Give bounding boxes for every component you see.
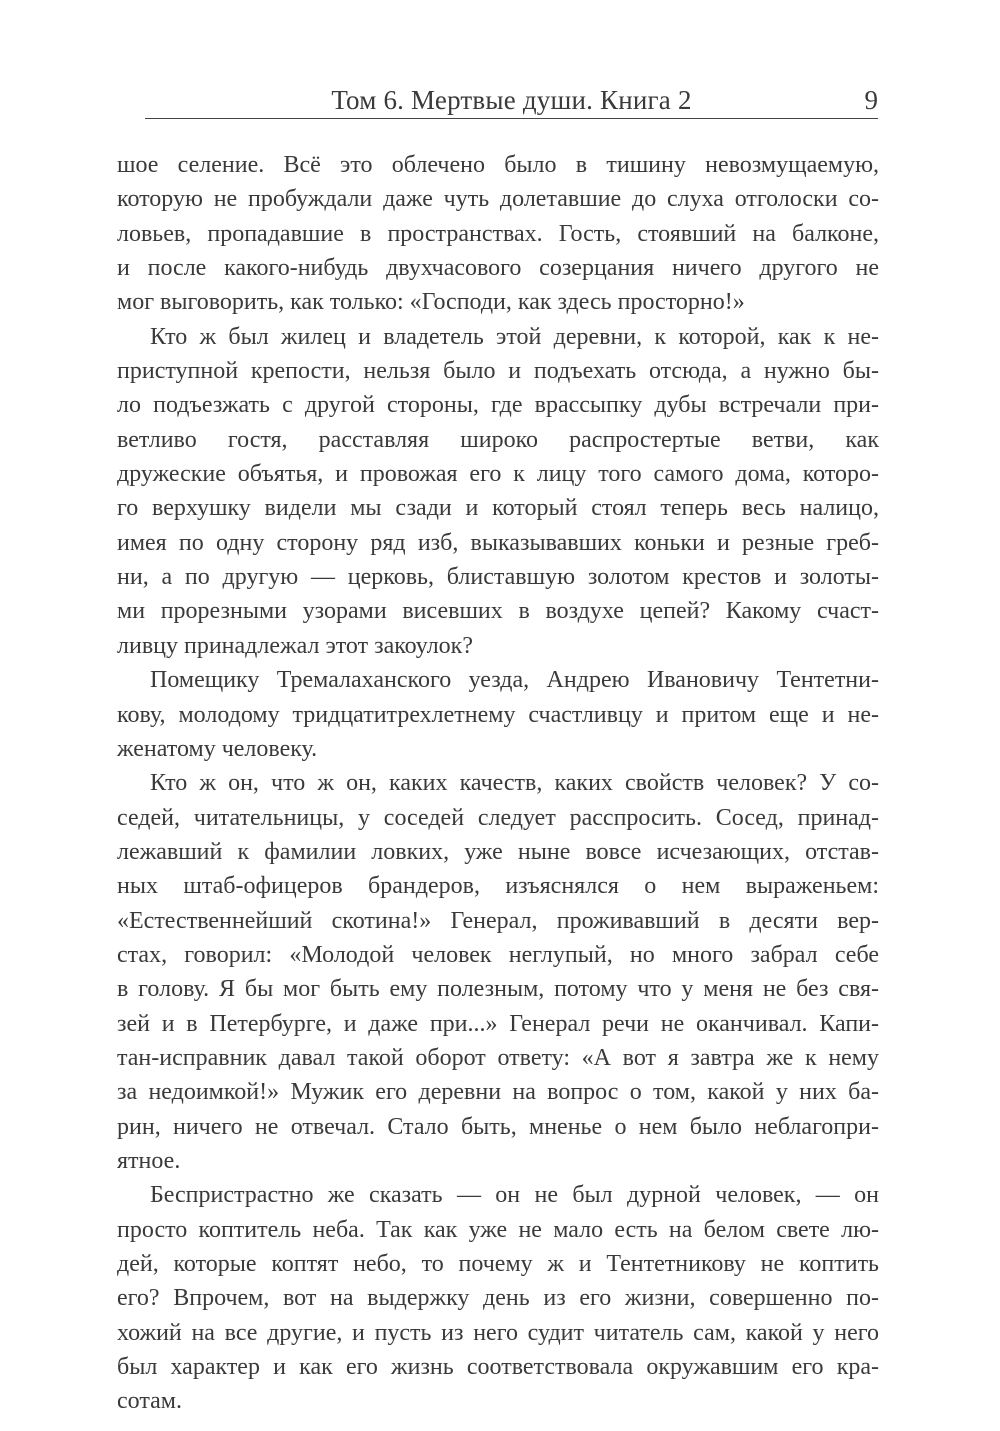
text-line: ло подъезжать с другой стороны, где врассыпку дубы встречали при- (117, 392, 879, 419)
text-line: женатому человеку. (117, 735, 318, 762)
text-line: мог выговорить, как только: «Господи, как здесь просторно!» (117, 289, 745, 316)
text-line: хожий на все другие, и пусть из него судит читатель сам, какой у него (117, 1319, 879, 1346)
text-line: ни, а по другую — церковь, блиставшую золотом крестов и золоты- (117, 564, 879, 591)
running-header (145, 84, 878, 119)
text-line: го верхушку видели мы сзади и который стоял теперь весь налицо, (117, 495, 879, 522)
text-line: сотам. (117, 1388, 182, 1415)
text-line: дей, которые коптят небо, то почему ж и Тентетникову не коптить (117, 1251, 879, 1277)
text-line: тан-исправник давал такой оборот ответу: «А вот я завтра же к нему (117, 1044, 879, 1071)
text-line: ловьев, пропадавшие в пространствах. Гость, стоявший на балконе, (117, 220, 879, 247)
text-line: ветливо гостя, расставляя широко распростертые ветви, как (117, 426, 879, 453)
paragraph (117, 766, 879, 1178)
text-line: которую не пробуждали даже чуть долетавшие до слуха отголоски со- (117, 186, 879, 213)
text-line: седей, читательницы, у соседей следует расспросить. Сосед, принад- (117, 804, 879, 831)
text-line: Кто ж он, что ж он, каких качеств, каких свойств человек? У со- (150, 770, 879, 797)
text-line: ятное. (117, 1147, 181, 1174)
text-line: и после какого-нибудь двухчасового созерцания ничего другого не (117, 255, 879, 282)
text-line: лежавший к фамилии ловких, уже ныне вовсе исчезающих, отстав- (117, 838, 879, 865)
text-line: ливцу принадлежал этот закоулок? (117, 632, 473, 659)
text-line: рин, ничего не отвечал. Стало быть, мненье о нем было неблагопри- (117, 1113, 879, 1140)
text-line: «Естественнейший скотина!» Генерал, проживавший в десяти вер- (117, 907, 879, 934)
text-line: в голову. Я бы мог быть ему полезным, потому что у меня не без свя- (117, 976, 879, 1003)
text-line: был характер и как его жизнь соответствовала окружавшим его кра- (117, 1354, 879, 1381)
text-line: имея по одну сторону ряд изб, выказывавших коньки и резные греб- (117, 529, 879, 556)
text-line: просто коптитель неба. Так как уже не мало есть на белом свете лю- (117, 1216, 879, 1243)
text-line: зей и в Петербурге, и даже при...» Генерал речи не оканчивал. Капи- (117, 1010, 879, 1037)
page-number: 9 (864, 85, 878, 115)
paragraph (117, 320, 879, 663)
text-line: Помещику Тремалаханского уезда, Андрею Ивановичу Тентетни- (150, 667, 879, 694)
text-line: его? Впрочем, вот на выдержку день из его жизни, совершенно по- (117, 1285, 879, 1312)
text-line: ных штаб-офицеров брандеров, изъяснялся о нем выраженьем: (117, 873, 879, 900)
paragraph (117, 663, 879, 766)
text-line: шое селение. Всё это облечено было в тишину невозмущаемую, (117, 152, 879, 178)
body-text (117, 148, 879, 1419)
text-line: стах, говорил: «Молодой человек неглупый, но много забрал себе (117, 941, 879, 968)
running-title: Том 6. Мертвые души. Книга 2 (331, 85, 692, 115)
text-line: Беспристрастно же сказать — он не был дурной человек, — он (150, 1182, 879, 1209)
text-line: за недоимкой!» Мужик его деревни на вопрос о том, какой у них ба- (117, 1079, 879, 1106)
text-line: приступной крепости, нельзя было и подъехать отсюда, а нужно бы- (117, 358, 879, 385)
text-line: дружеские объятья, и провожая его к лицу того самого дома, которо- (117, 461, 879, 488)
text-line: кову, молодому тридцатитрехлетнему счастливцу и притом еще и не- (117, 701, 879, 728)
paragraph (117, 1178, 879, 1418)
text-line: ми прорезными узорами висевших в воздухе цепей? Какому счаст- (117, 598, 879, 625)
text-line: Кто ж был жилец и владетель этой деревни, к которой, как к не- (150, 323, 879, 350)
paragraph (117, 148, 879, 320)
